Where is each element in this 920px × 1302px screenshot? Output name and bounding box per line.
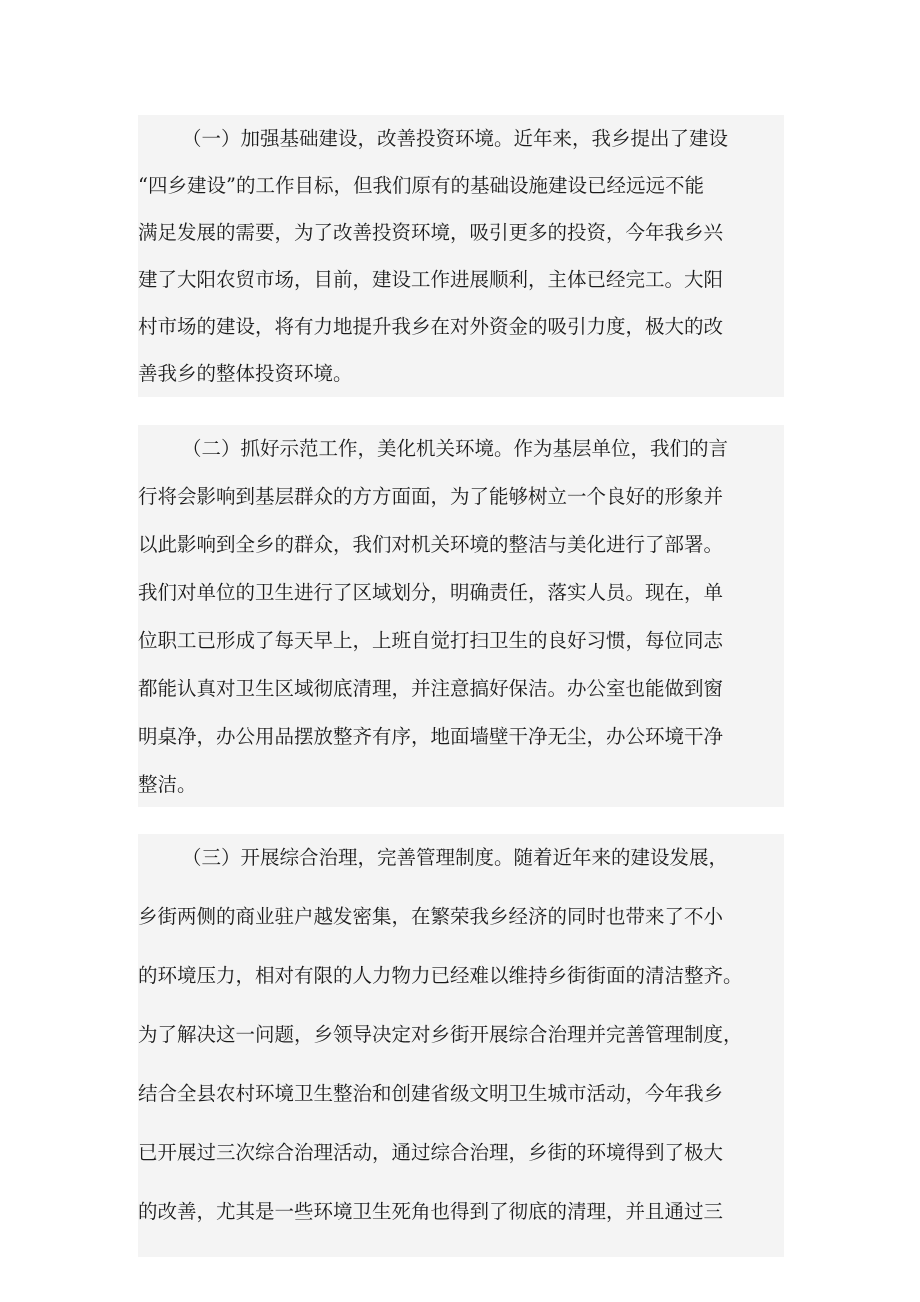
paragraph-infrastructure — [138, 115, 784, 397]
text-line: 位职工已形成了每天早上，上班自觉打扫卫生的良好习惯，每位同志 — [138, 629, 724, 652]
text-line: （二）抓好示范工作，美化机关环境。作为基层单位，我们的言 — [182, 437, 729, 460]
text-line: 乡街两侧的商业驻户越发密集，在繁荣我乡经济的同时也带来了不小 — [138, 905, 724, 928]
text-line: 以此影响到全乡的群众，我们对机关环境的整洁与美化进行了部署。 — [138, 533, 724, 556]
text-line: 明桌净，办公用品摆放整齐有序，地面墙壁干净无尘，办公环境干净 — [138, 725, 724, 748]
paragraph-governance — [138, 834, 784, 1257]
text-line: （三）开展综合治理，完善管理制度。随着近年来的建设发展， — [182, 846, 729, 869]
text-line: 建了大阳农贸市场，目前，建设工作进展顺利，主体已经完工。大阳 — [138, 268, 724, 291]
text-line: 整洁。 — [138, 773, 197, 796]
text-line: 我们对单位的卫生进行了区域划分，明确责任，落实人员。现在，单 — [138, 581, 724, 604]
text-line: 都能认真对卫生区域彻底清理，并注意搞好保洁。办公室也能做到窗 — [138, 677, 724, 700]
text-line: 善我乡的整体投资环境。 — [138, 362, 353, 385]
text-line: 的改善，尤其是一些环境卫生死角也得到了彻底的清理，并且通过三 — [138, 1200, 724, 1223]
text-line: “四乡建设”的工作目标，但我们原有的基础设施建设已经远远不能 — [138, 174, 704, 197]
paragraph-demonstration — [138, 425, 784, 807]
text-line: 结合全县农村环境卫生整治和创建省级文明卫生城市活动，今年我乡 — [138, 1082, 724, 1105]
text-line: 满足发展的需要，为了改善投资环境，吸引更多的投资，今年我乡兴 — [138, 221, 724, 244]
text-line: 村市场的建设，将有力地提升我乡在对外资金的吸引力度，极大的改 — [138, 315, 724, 338]
text-line: （一）加强基础建设，改善投资环境。近年来，我乡提出了建设 — [182, 127, 729, 150]
text-line: 行将会影响到基层群众的方方面面，为了能够树立一个良好的形象并 — [138, 485, 724, 508]
text-line: 为了解决这一问题，乡领导决定对乡街开展综合治理并完善管理制度， — [138, 1023, 743, 1046]
text-line: 已开展过三次综合治理活动，通过综合治理，乡街的环境得到了极大 — [138, 1141, 724, 1164]
text-line: 的环境压力，相对有限的人力物力已经难以维持乡街街面的清洁整齐。 — [138, 964, 743, 987]
